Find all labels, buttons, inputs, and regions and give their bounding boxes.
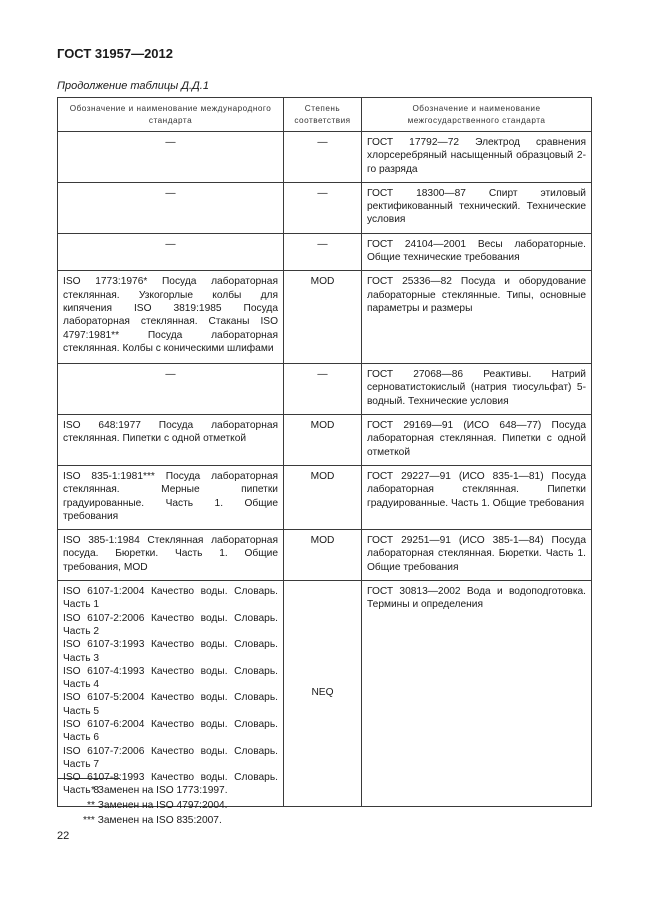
iso-6107-part-2: ISO 6107-2:2006 Качество воды. Словарь. Часть 2	[63, 612, 278, 637]
footnote-3: *** Заменен на ISO 835:2007.	[83, 815, 222, 826]
table-row	[58, 233, 592, 271]
international-standard-cell: ISO 648:1977 Посуда лабораторная стеклянная. Пипетки с одной отметкой	[58, 415, 284, 466]
table-row	[58, 271, 592, 364]
degree-cell: NEQ	[284, 581, 362, 807]
standards-table	[57, 97, 592, 807]
degree-cell: MOD	[284, 271, 362, 364]
table-row	[58, 182, 592, 233]
header-interstate-standard: Обозначение и наименование межгосударственного стандарта	[362, 98, 592, 132]
interstate-standard-cell: ГОСТ 17792—72 Электрод сравнения хлорсеребряный насыщенный образцовый 2-го разряда	[362, 132, 592, 183]
table-row	[58, 530, 592, 581]
interstate-standard-cell: ГОСТ 18300—87 Спирт этиловый ректификованный технический. Технические условия	[362, 182, 592, 233]
footnote-1: * Заменен на ISO 1773:1997.	[91, 785, 228, 796]
iso-6107-part-1: ISO 6107-1:2004 Качество воды. Словарь. Часть 1	[63, 586, 278, 611]
international-standard-cell	[58, 581, 284, 807]
degree-cell: MOD	[284, 465, 362, 529]
header-international-standard: Обозначение и наименование международного стандарта	[58, 98, 284, 132]
iso-6107-part-6: ISO 6107-6:2004 Качество воды. Словарь. Часть 6	[63, 718, 278, 744]
interstate-standard-cell: ГОСТ 29169—91 (ИСО 648—77) Посуда лабораторная стеклянная. Пипетки с одной отметкой	[362, 415, 592, 466]
interstate-standard-cell: ГОСТ 25336—82 Посуда и оборудование лабораторные стеклянные. Типы, основные параметры и размеры	[362, 271, 592, 364]
header-degree-of-correspondence: Степень соответствия	[284, 98, 362, 132]
interstate-standard-cell: ГОСТ 29227—91 (ИСО 835-1—81) Посуда лабораторная стеклянная. Пипетки градуированные. Часть 1. Общие требования	[362, 465, 592, 529]
degree-cell: —	[284, 132, 362, 183]
degree-cell: —	[284, 233, 362, 271]
international-standard-cell: —	[58, 132, 284, 183]
table-caption: Продолжение таблицы Д.Д.1	[57, 80, 209, 92]
table-row	[58, 465, 592, 529]
page-number: 22	[57, 830, 70, 842]
interstate-standard-cell: ГОСТ 29251—91 (ИСО 385-1—84) Посуда лабораторная стеклянная. Бюретки. Часть 1. Общие требования	[362, 530, 592, 581]
interstate-standard-cell: ГОСТ 24104—2001 Весы лабораторные. Общие технические требования	[362, 233, 592, 271]
international-standard-cell: ISO 385-1:1984 Стеклянная лабораторная посуда. Бюретки. Часть 1. Общие требования, MOD	[58, 530, 284, 581]
international-standard-cell: —	[58, 233, 284, 271]
iso-6107-part-7: ISO 6107-7:2006 Качество воды. Словарь. Часть 7	[63, 745, 278, 770]
degree-cell: —	[284, 182, 362, 233]
table-header-row	[58, 98, 592, 132]
iso-6107-part-4: ISO 6107-4:1993 Качество воды. Словарь. Часть 4	[63, 665, 278, 691]
table-row	[58, 364, 592, 415]
international-standard-cell: —	[58, 364, 284, 415]
footnote-separator	[57, 778, 120, 779]
iso-6107-part-3: ISO 6107-3:1993 Качество воды. Словарь. Часть 3	[63, 639, 278, 664]
degree-cell: —	[284, 364, 362, 415]
degree-cell: MOD	[284, 530, 362, 581]
interstate-standard-cell: ГОСТ 27068—86 Реактивы. Натрий серноватистокислый (натрия тиосульфат) 5-водный. Технические условия	[362, 364, 592, 415]
interstate-standard-cell: ГОСТ 30813—2002 Вода и водоподготовка. Термины и определения	[362, 581, 592, 807]
table-row	[58, 415, 592, 466]
iso-6107-part-5: ISO 6107-5:2004 Качество воды. Словарь. Часть 5	[63, 692, 278, 717]
table-row	[58, 581, 592, 807]
international-standard-cell: —	[58, 182, 284, 233]
international-standard-cell: ISO 1773:1976* Посуда лабораторная стеклянная. Узкогорлые колбы для кипячения ISO 3819:1985 Посуда лабораторная стеклянная. Стаканы ISO 4797:1981** Посуда лабораторная стеклянная. Колбы с коническими шлифами	[58, 271, 284, 364]
iso-6107-part-8: ISO 6107-8:1993 Качество воды. Словарь. Часть 8	[63, 772, 278, 797]
international-standard-cell: ISO 835-1:1981*** Посуда лабораторная стеклянная. Мерные пипетки градуированные. Часть 1. Общие требования	[58, 465, 284, 529]
degree-cell: MOD	[284, 415, 362, 466]
footnote-2: ** Заменен на ISO 4797:2004.	[87, 800, 228, 811]
footnotes	[83, 783, 228, 828]
document-header: ГОСТ 31957—2012	[57, 46, 173, 61]
table-row	[58, 132, 592, 183]
